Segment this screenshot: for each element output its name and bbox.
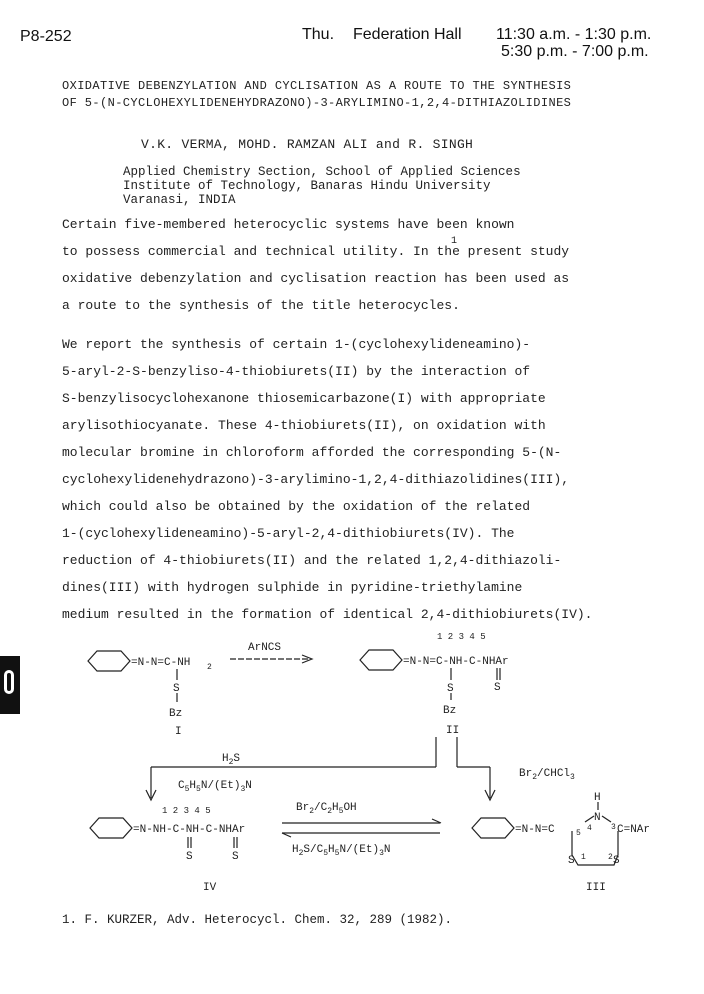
compound-IV-chain: =N-NH-C-NH-C-NHAr [133, 824, 246, 836]
paragraph-line: medium resulted in the formation of identical 2,4-dithiobiurets(IV). [62, 607, 593, 622]
compound-label-I: I [175, 726, 182, 738]
compound-III-position-2: 2 [608, 853, 613, 862]
compound-III-imine: C=NAr [617, 824, 651, 836]
session-code: P8-252 [20, 28, 72, 45]
footnote-superscript: 1 [451, 236, 458, 247]
compound-IV-thione-2: S [232, 851, 239, 863]
compound-II-benzyl: Bz [443, 705, 457, 717]
paper-authors: V.K. VERMA, MOHD. RAMZAN ALI and R. SINGH [141, 137, 474, 152]
compound-III-sulfur-2: S [613, 855, 620, 867]
cyclohexane-ring-II [360, 650, 402, 670]
reaction-scheme [0, 630, 704, 900]
paragraph-line: which could also be obtained by the oxidation of the related [62, 499, 531, 514]
cyclohexane-ring-III [472, 818, 514, 838]
compound-label-IV: IV [203, 882, 217, 894]
paragraph-line: cyclohexylidenehydrazono)-3-arylimino-1,2,4-dithiazolidines(III), [62, 472, 570, 487]
cyclohexane-ring-IV [90, 818, 132, 838]
paragraph-line: 1-(cyclohexylideneamino)-5-aryl-2,4-dithiobiurets(IV). The [62, 526, 515, 541]
compound-II-numbering: 1 2 3 4 5 [437, 632, 486, 642]
affiliation-line-3: Varanasi, INDIA [123, 193, 236, 207]
paragraph-line-text: to possess commercial and technical utility. In the present study [62, 244, 570, 259]
affiliation-line-1: Applied Chemistry Section, School of Applied Sciences [123, 165, 521, 179]
paragraph-line [62, 244, 569, 259]
reference-1: 1. F. KURZER, Adv. Heterocycl. Chem. 32, 289 (1982). [62, 913, 453, 927]
compound-I-benzyl: Bz [169, 708, 183, 720]
compound-I-subscript: 2 [207, 663, 212, 672]
paragraph-line: dines(III) with hydrogen sulphide in pyridine-triethylamine [62, 580, 523, 595]
equilibrium-reagent-reduction: $H_2S/C_5H_5N/(Et)_3N$ [292, 844, 391, 858]
compound-IV-thione-1: S [186, 851, 193, 863]
compound-III-nitrogen: N [594, 812, 601, 824]
cyclohexane-ring-I [88, 651, 130, 671]
paragraph-line: reduction of 4-thiobiurets(II) and the related 1,2,4-dithiazoli- [62, 553, 562, 568]
compound-II-sulfur: S [447, 683, 454, 695]
paragraph-line: arylisothiocyanate. These 4-thiobiurets(II), on oxidation with [62, 418, 546, 433]
session-time-2: 5:30 p.m. - 7:00 p.m. [501, 43, 649, 60]
session-time-1: 11:30 a.m. - 1:30 p.m. [496, 26, 652, 43]
compound-III-chain: =N-N=C [515, 824, 555, 836]
reagent-bromine-chloroform: $Br_2/CHCl_3$ [519, 768, 575, 782]
paragraph-line: S-benzylisocyclohexanone thiosemicarbazone(I) with appropriate [62, 391, 546, 406]
reagent-arncs: ArNCS [248, 642, 282, 654]
reagent-pyridine-triethylamine: $C_5H_5N/(Et)_3N$ [178, 780, 252, 794]
paragraph-line: molecular bromine in chloroform afforded the corresponding 5-(N- [62, 445, 562, 460]
paragraph-line: 5-aryl-2-S-benzyliso-4-thiobiurets(II) by the interaction of [62, 364, 531, 379]
compound-I-sulfur: S [173, 683, 180, 695]
compound-I-chain: =N-N=C-NH [131, 657, 191, 669]
compound-III-sulfur-1: S [568, 855, 575, 867]
paper-title-line-2: OF 5-(N-CYCLOHEXYLIDENEHYDRAZONO)-3-ARYLIMINO-1,2,4-DITHIAZOLIDINES [62, 96, 572, 110]
affiliation-line-2: Institute of Technology, Banaras Hindu University [123, 179, 491, 193]
compound-III-position-5: 5 [576, 829, 581, 838]
session-venue: Federation Hall [353, 26, 462, 43]
paper-title-line-1: OXIDATIVE DEBENZYLATION AND CYCLISATION AS A ROUTE TO THE SYNTHESIS [62, 79, 572, 93]
session-day: Thu. [302, 26, 335, 43]
compound-II-chain: =N-N=C-NH-C-NHAr [403, 656, 509, 668]
equilibrium-reagent-oxidation: $Br_2/C_2H_5OH$ [296, 802, 357, 816]
compound-III-position-3: 3 [611, 823, 616, 832]
compound-label-II: II [446, 725, 460, 737]
paragraph-line: Certain five-membered heterocyclic systems have been known [62, 217, 515, 232]
compound-III-position-1: 1 [581, 853, 586, 862]
compound-label-III: III [586, 882, 606, 894]
compound-II-thione: S [494, 682, 501, 694]
compound-IV-numbering: 1 2 3 4 5 [162, 806, 211, 816]
reagent-h2s: $H_2S$ [222, 753, 241, 767]
paragraph-line: oxidative debenzylation and cyclisation reaction has been used as [62, 271, 570, 286]
compound-III-position-4: 4 [587, 824, 592, 833]
paragraph-line: a route to the synthesis of the title heterocycles. [62, 298, 460, 313]
paragraph-line: We report the synthesis of certain 1-(cyclohexylideneamino)- [62, 337, 531, 352]
compound-III-hydrogen: H [594, 792, 601, 804]
